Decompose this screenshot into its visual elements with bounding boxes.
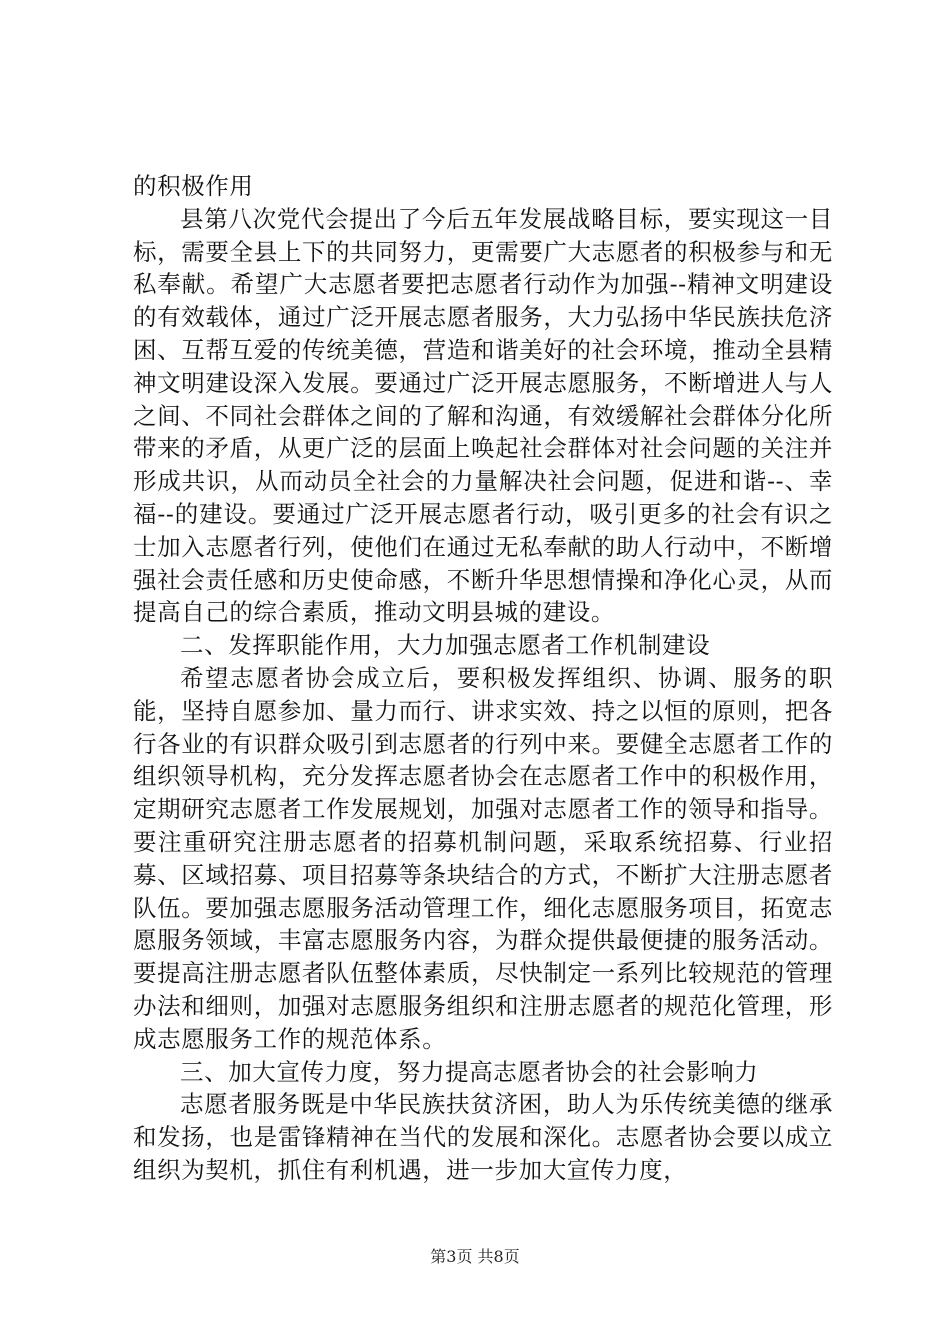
page-footer <box>0 1244 950 1267</box>
paragraph-publicity: 志愿者服务既是中华民族扶贫济困，助人为乐传统美德的继承和发扬，也是雷锋精神在当代的发展和深化。志愿者协会要以成立组织为契机，抓住有利机遇，进一步加大宣传力度， <box>133 1090 833 1184</box>
section-heading-3: 三、加大宣传力度，努力提高志愿者协会的社会影响力 <box>180 1057 759 1086</box>
document-body <box>133 170 833 1187</box>
paragraph-party-congress: 县第八次党代会提出了今后五年发展战略目标，要实现这一目标，需要全县上下的共同努力，更需要广大志愿者的积极参与和无私奉献。希望广大志愿者要把志愿者行动作为加强--精神文明建设的有效载体，通过广泛开展志愿者服务，大力弘扬中华民族扶危济困、互帮互爱的传统美德，营造和谐美好的社会环境，推动全县精神文明建设深入发展。要通过广泛开展志愿服务，不断增进人与人之间、不同社会群体之间的了解和沟通，有效缓解社会群体分化所带来的矛盾，从更广泛的层面上唤起社会群体对社会问题的关注并形成共识，从而动员全社会的力量解决社会问题，促进和谐--、幸福--的建设。要通过广泛开展志愿者行动，吸引更多的社会有识之士加入志愿者行列，使他们在通过无私奉献的助人行动中，不断增强社会责任感和历史使命感，不断升华思想情操和净化心灵，从而提高自己的综合素质，推动文明县城的建设。 <box>133 204 833 627</box>
section-heading-2: 二、发挥职能作用，大力加强志愿者工作机制建设 <box>180 631 711 660</box>
paragraph-association-functions: 希望志愿者协会成立后，要积极发挥组织、协调、服务的职能，坚持自愿参加、量力而行、讲求实效、持之以恒的原则，把各行各业的有识群众吸引到志愿者的行列中来。要健全志愿者工作的组织领导机构，充分发挥志愿者协会在志愿者工作中的积极作用，定期研究志愿者工作发展规划，加强对志愿者工作的领导和指导。要注重研究注册志愿者的招募机制问题，采取系统招募、行业招募、区域招募、项目招募等条块结合的方式，不断扩大注册志愿者队伍。要加强志愿服务活动管理工作，细化志愿服务项目，拓宽志愿服务领域，丰富志愿服务内容，为群众提供最便捷的服务活动。要提高注册志愿者队伍整体素质，尽快制定一系列比较规范的管理办法和细则，加强对志愿服务组织和注册志愿者的规范化管理，形成志愿服务工作的规范体系。 <box>133 663 833 1053</box>
paragraph-continuation: 的积极作用 <box>133 172 254 200</box>
page-number-label: 第3页 共8页 <box>430 1247 520 1266</box>
